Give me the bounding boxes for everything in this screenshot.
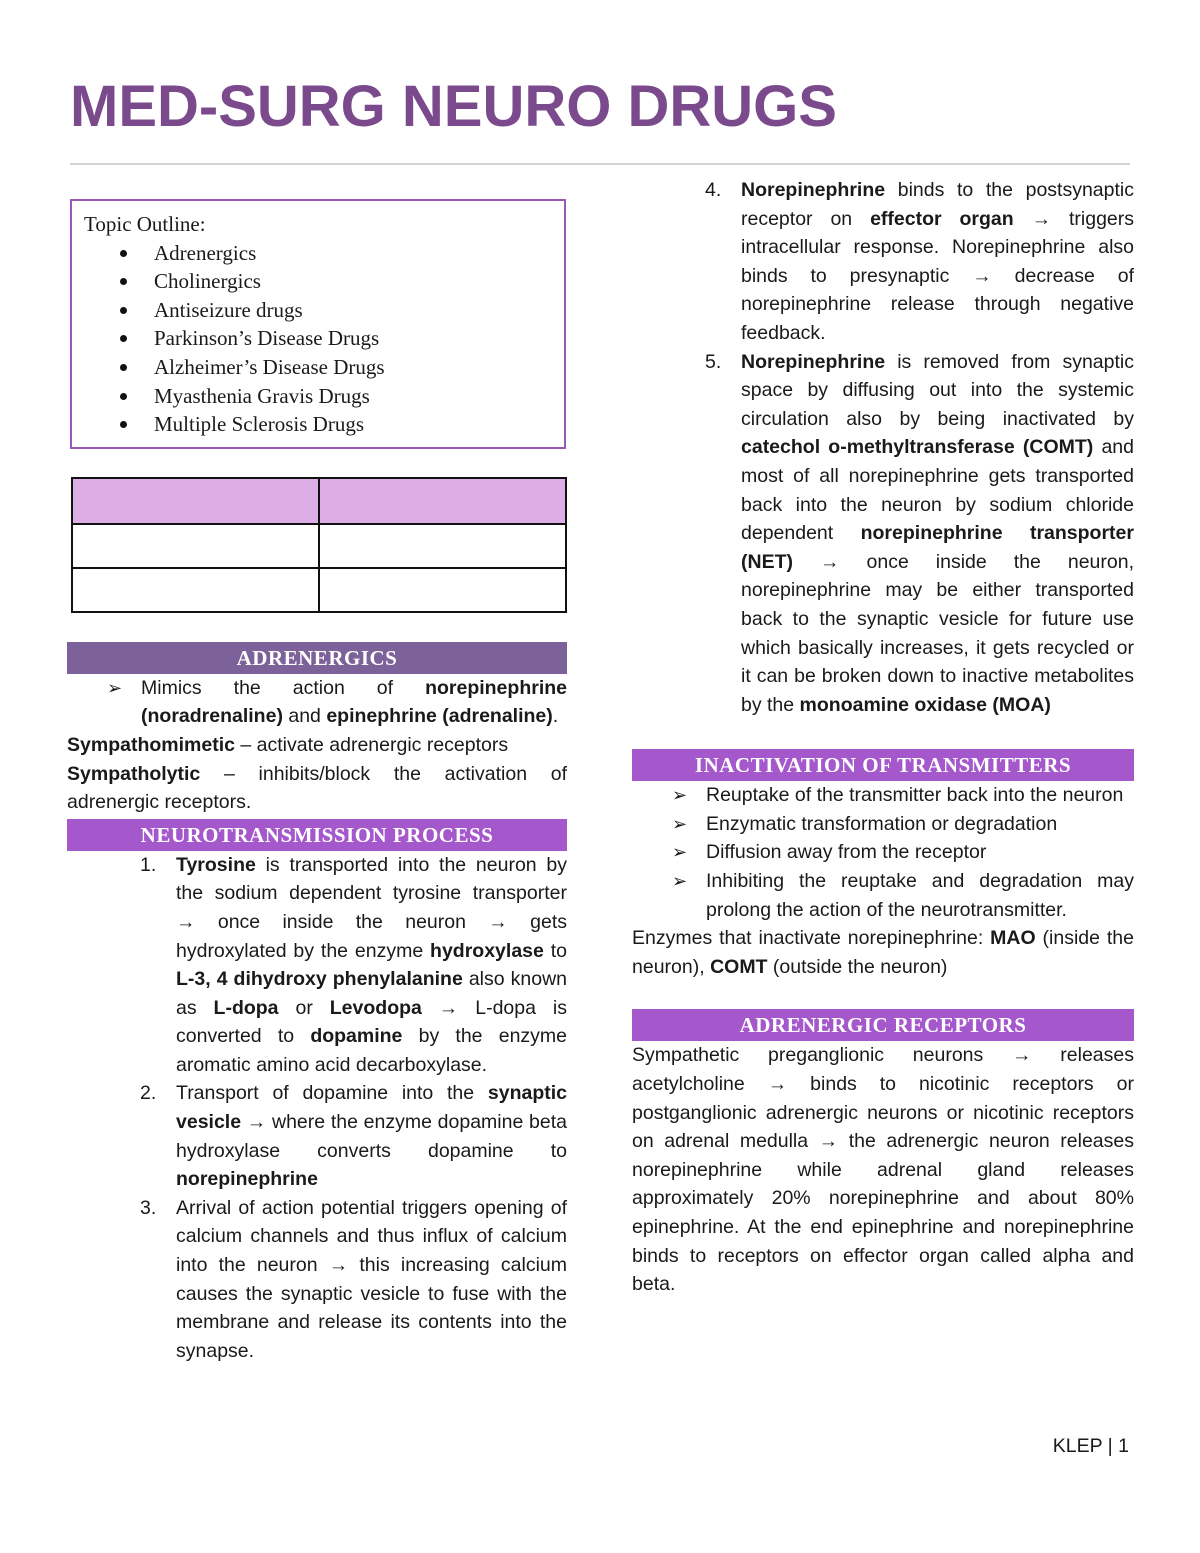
inactivating-enzymes: Enzymes that inactivate norepinephrine: MAO (inside the neuron), COMT (outside the neuron) (632, 927, 1134, 978)
section-header-inactivation: INACTIVATION OF TRANSMITTERS (632, 749, 1134, 781)
topic-outline-box (70, 199, 566, 449)
table-cell (72, 524, 319, 568)
list-item: 1. Tyrosine is transported into the neuron by the sodium dependent tyrosine transporter → once inside the neuron → gets hydroxylated by the enzyme hydroxylase to L-3, 4 dihydroxy phenylalanine also known as L-dopa or Levodopa → L-dopa is converted to dopamine by the enzyme aromatic amino acid decarboxylase. (140, 853, 568, 1076)
sympathomimetic-definition: Sympathomimetic – activate adrenergic receptors (67, 733, 509, 756)
list-item: ➢ Mimics the action of norepinephrine (noradrenaline) and epinephrine (adrenaline). (67, 674, 567, 731)
table-cell (319, 568, 566, 612)
page-footer: KLEP | 1 (1052, 1435, 1129, 1457)
list-item: Multiple Sclerosis Drugs (112, 410, 554, 439)
section-header-neurotransmission: NEUROTRANSMISSION PROCESS (67, 819, 567, 851)
list-item: Adrenergics (112, 239, 554, 268)
arrow-bullet-icon: ➢ (672, 871, 688, 892)
inactivation-bullets (632, 781, 1134, 924)
neurotransmission-steps (67, 851, 567, 1366)
list-item: ➢ Enzymatic transformation or degradation (632, 810, 1134, 839)
bullet-icon (120, 278, 127, 285)
section-header-adrenergics: ADRENERGICS (67, 642, 567, 674)
bullet-icon (120, 393, 127, 400)
receptors-paragraph: Sympathetic preganglionic neurons → releases acetylcholine → binds to nicotinic receptors or postganglionic adrenergic neurons or nicotinic receptors on adrenal medulla → the adrenergic neuron releases norepinephrine while adrenal gland releases approximately 20% norepinephrine and about 80% epinephrine. At the end epinephrine and norepinephrine binds to receptors on effector organ called alpha and beta. (632, 1044, 1134, 1296)
list-item: Alzheimer’s Disease Drugs (112, 353, 554, 382)
list-item: 4. Norepinephrine binds to the postsynaptic receptor on effector organ → triggers intracellular response. Norepinephrine also binds to presynaptic → decrease of norepinephrine release through negative feedback. (705, 179, 1135, 344)
list-item: 5. Norepinephrine is removed from synaptic space by diffusing out into the systemic circulation also by being inactivated by catechol o-methyltransferase (COMT) and most of all norepinephrine gets transported back into the neuron by sodium chloride dependent norepinephrine transporter (NET) → once inside the neuron, norepinephrine may be either transported back to the synaptic vesicle for future use which basically increases, it gets recycled or it can be broken down to inactive metabolites by the monoamine oxidase (MOA) (705, 350, 1134, 716)
bullet-icon (120, 307, 127, 314)
bullet-icon (120, 364, 127, 371)
list-item: 2. Transport of dopamine into the synaptic vesicle → where the enzyme dopamine beta hydroxylase converts dopamine to norepinephrine (140, 1082, 567, 1191)
list-item: Parkinson’s Disease Drugs (112, 324, 554, 353)
table-header-row (72, 478, 566, 524)
list-item: ➢ Reuptake of the transmitter back into the neuron (632, 781, 1134, 810)
table-row (72, 524, 566, 568)
sympatholytic-definition: Sympatholytic – inhibits/block the activation of adrenergic receptors. (67, 762, 567, 814)
arrow-bullet-icon: ➢ (672, 813, 688, 834)
list-item: 3. Arrival of action potential triggers opening of calcium channels and thus influx of calcium into the neuron → this increasing calcium causes the synaptic vesicle to fuse with the membrane and release its contents into the synapse. (140, 1196, 567, 1362)
right-column (632, 176, 1134, 1299)
table-row (72, 568, 566, 612)
bullet-icon (120, 335, 127, 342)
section-header-receptors: ADRENERGIC RECEPTORS (632, 1009, 1134, 1041)
neurotransmission-steps-continued (632, 176, 1134, 719)
bullet-icon (120, 250, 127, 257)
list-item: Antiseizure drugs (112, 296, 554, 325)
list-item: Cholinergics (112, 267, 554, 296)
arrow-bullet-icon: ➢ (672, 785, 688, 806)
page-title: MED-SURG NEURO DRUGS (70, 74, 837, 139)
title-divider (70, 163, 1130, 165)
arrow-bullet-icon: ➢ (672, 842, 688, 863)
bullet-icon (120, 421, 127, 428)
empty-table (71, 477, 567, 613)
table-cell (319, 478, 566, 524)
list-item: ➢ Diffusion away from the receptor (632, 838, 1134, 867)
table-cell (72, 568, 319, 612)
adrenergics-bullets (67, 674, 567, 731)
left-column (67, 199, 567, 1365)
list-item: ➢ Inhibiting the reuptake and degradation may prolong the action of the neurotransmitter. (632, 867, 1134, 924)
table-cell (319, 524, 566, 568)
topic-outline-heading: Topic Outline: (84, 212, 206, 236)
topic-outline-list (84, 239, 554, 439)
arrow-bullet-icon: ➢ (107, 677, 123, 698)
list-item: Myasthenia Gravis Drugs (112, 382, 554, 411)
table-cell (72, 478, 319, 524)
